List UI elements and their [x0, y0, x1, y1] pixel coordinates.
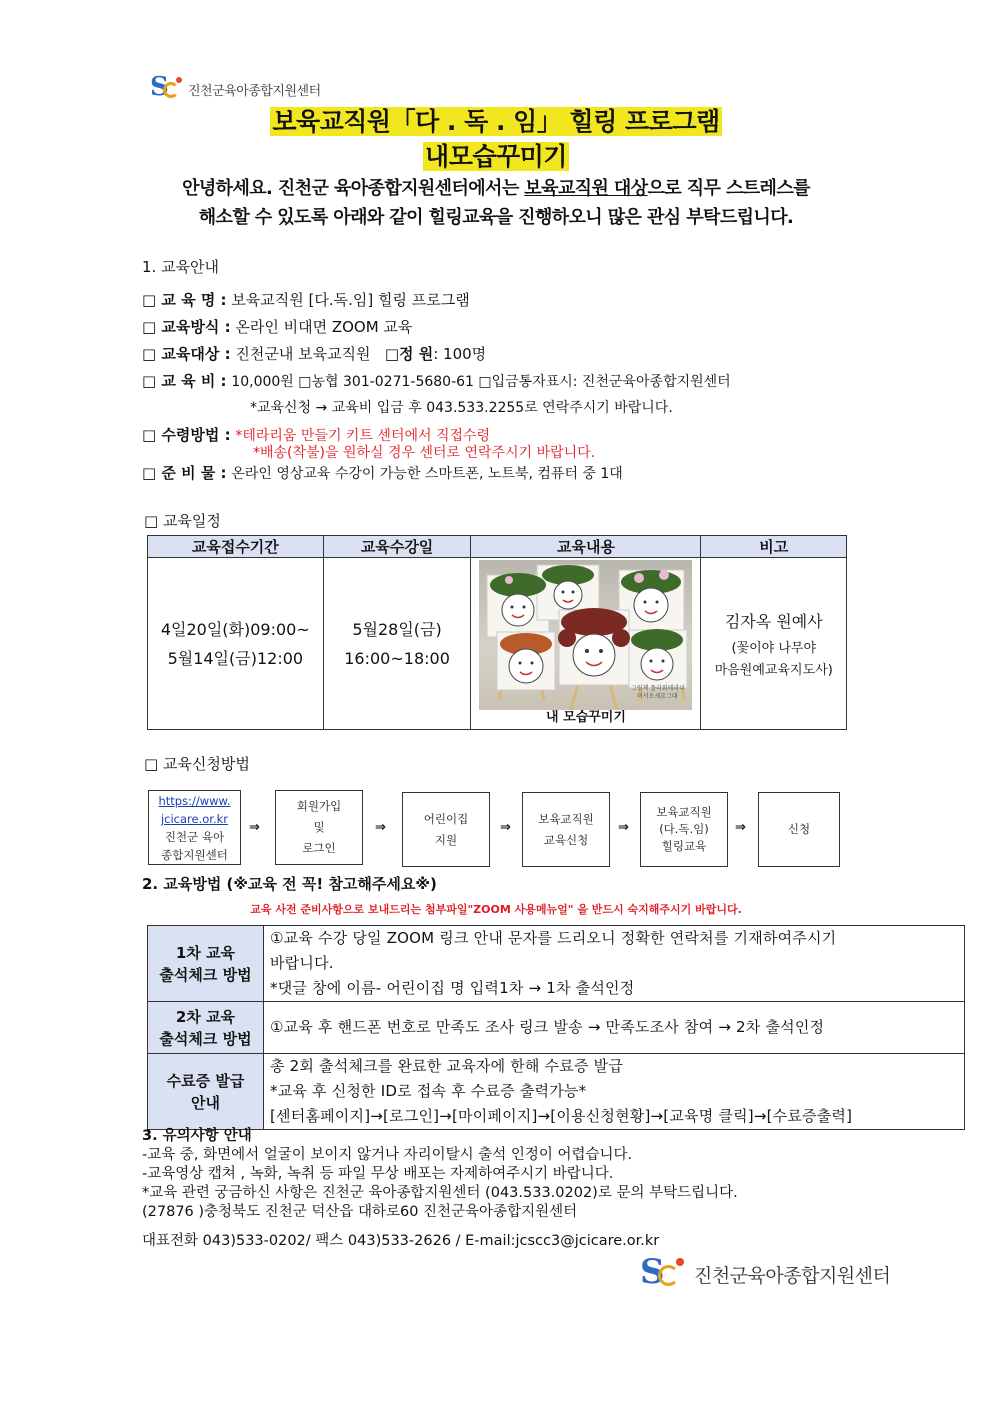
schedule-content-cell	[471, 558, 701, 730]
method-row-2-content: ①교육 후 핸드폰 번호로 만족도 조사 링크 발송 → 만족도조사 참여 → 2차 출석인정	[264, 1002, 965, 1054]
intro-paragraph	[90, 174, 902, 232]
flow-arrow-icon: ⇒	[375, 820, 386, 835]
section-1-heading: 1. 교육안내	[142, 258, 220, 276]
apply-step-daycare: 어린이집 지원	[402, 792, 490, 867]
intro-line-2: 해소할 수 있도록 아래와 같이 힐링교육을 진행하오니 많은 관심 부탁드립니다.	[198, 207, 794, 228]
schedule-heading: □ 교육일정	[144, 512, 221, 530]
flow-arrow-icon: ⇒	[735, 820, 746, 835]
zoom-notice: 교육 사전 준비사항으로 보내드리는 첨부파일"ZOOM 사용메뉴얼" 을 반드시 숙지해주시기 바랍니다.	[250, 903, 742, 916]
header-logo	[150, 72, 321, 102]
program-photo	[479, 560, 692, 710]
title-line-2-wrap	[0, 141, 992, 172]
intro-target-underline: 보육교직원 대상	[524, 178, 648, 199]
photo-text-1: 그림책 플라워테라피	[631, 685, 686, 692]
apply-step-login: 회원가입 및 로그인	[275, 790, 363, 865]
info-prep-row: □ 준 비 물 : 온라인 영상교육 수강이 가능한 스마트폰, 노트북, 컴퓨터 중 1대	[142, 464, 623, 482]
flow-arrow-icon: ⇒	[500, 820, 511, 835]
info-receive-note: *배송(착불)을 원하실 경우 센터로 연락주시기 바랍니다.	[253, 445, 596, 461]
schedule-header-note: 비고	[701, 536, 847, 558]
schedule-instructor-cell: 김자옥 원예사 (꽃이야 나무야 마음원예교육지도사)	[701, 558, 847, 730]
info-method-row: □ 교육방식 : 온라인 비대면 ZOOM 교육	[142, 318, 413, 336]
center-logo-icon: S	[150, 76, 186, 102]
photo-caption: 내 모습꾸미기	[546, 710, 626, 725]
contact-line: 대표전화 043)533-0202/ 팩스 043)533-2626 / E-mail:jcscc3@jcicare.or.kr	[142, 1233, 660, 1249]
method-table	[147, 925, 965, 1130]
info-receive-row: □ 수령방법 : *테라리움 만들기 키트 센터에서 직접수령	[142, 426, 491, 444]
title-line-1-wrap	[0, 106, 992, 137]
schedule-date-cell: 5월28일(금) 16:00~18:00	[323, 558, 471, 730]
section-2-heading: 2. 교육방법 (※교육 전 꼭! 참고해주세요※)	[142, 875, 437, 893]
apply-heading: □ 교육신청방법	[144, 755, 250, 773]
method-row-2-header: 2차 교육 출석체크 방법	[148, 1002, 264, 1054]
info-fee-note: *교육신청 → 교육비 입금 후 043.533.2255로 연락주시기 바랍니다.	[250, 400, 673, 416]
info-fee-row: □ 교 육 비 : 10,000원 □농협 301-0271-5680-61 □입금통자표시: 진천군육아종합지원센터	[142, 372, 731, 390]
intro-line-1: 안녕하세요. 진천군 육아종합지원센터에서는 보육교직원 대상으로 직무 스트레스를	[182, 178, 810, 199]
flow-arrow-icon: ⇒	[249, 820, 260, 835]
info-name-row: □ 교 육 명 : 보육교직원 [다.독.임] 힐링 프로그램	[142, 291, 470, 309]
caution-line-4: (27876 )충청북도 진천군 덕산읍 대하로60 진천군육아종합지원센터	[142, 1204, 578, 1220]
footer-logo-text: 진천군육아종합지원센터	[694, 1264, 891, 1287]
page-title: 보육교직원「다 . 독 . 임」 힐링 프로그램	[272, 107, 720, 136]
center-logo-icon: S	[640, 1258, 692, 1290]
apply-step-website[interactable]: https://www. jcicare.or.kr 진천군 육아 종합지원센터	[148, 790, 241, 865]
schedule-table	[147, 535, 847, 730]
schedule-period-cell: 4일20일(화)09:00~ 5월14일(금)12:00	[148, 558, 324, 730]
caution-line-3: *교육 관련 궁금하신 사항은 진천군 육아종합지원센터 (043.533.0202)로 문의 부탁드립니다.	[142, 1185, 738, 1201]
method-row-1-content: ①교육 수강 당일 ZOOM 링크 안내 문자를 드리오니 정확한 연락처를 기재하여주시기 바랍니다. *댓글 창에 이름- 어린이집 명 입력1차 → 1차 출석인정	[264, 926, 965, 1002]
photo-text-2: 머서오세요그대	[637, 693, 679, 700]
instructor-name: 김자옥 원예사	[724, 611, 823, 631]
page-subtitle: 내모습꾸미기	[425, 142, 567, 171]
header-logo-text: 진천군육아종합지원센터	[188, 83, 321, 99]
info-target-row: □ 교육대상 : 진천군내 보육교직원 □정 원: 100명	[142, 345, 487, 363]
method-row-3-header: 수료증 발급 안내	[148, 1054, 264, 1130]
apply-step-submit: 신청	[758, 792, 840, 867]
method-row-3-content: 총 2회 출석체크를 완료한 교육자에 한해 수료증 발급 *교육 후 신청한 ID로 접속 후 수료증 출력가능* [센터홈페이지]→[로그인]→[마이페이지]→[이용신청현황]→[교육명 클릭]→[수료증출력]	[264, 1054, 965, 1130]
caution-line-2: -교육영상 캡쳐 , 녹화, 녹취 등 파일 무상 배포는 자제하여주시기 바랍니다.	[142, 1166, 614, 1182]
flow-arrow-icon: ⇒	[618, 820, 629, 835]
schedule-header-period: 교육접수기간	[148, 536, 324, 558]
apply-step-teacher-edu: 보육교직원 교육신청	[522, 792, 610, 867]
schedule-header-content: 교육내용	[471, 536, 701, 558]
schedule-header-date: 교육수강일	[323, 536, 471, 558]
section-3-heading: 3. 유의사항 안내	[142, 1128, 252, 1144]
footer-logo	[640, 1252, 891, 1292]
method-row-1-header: 1차 교육 출석체크 방법	[148, 926, 264, 1002]
caution-line-1: -교육 중, 화면에서 얼굴이 보이지 않거나 자리이탈시 출석 인정이 어렵습니다.	[142, 1147, 633, 1163]
website-link[interactable]: https://www.	[158, 793, 231, 808]
apply-step-healing: 보육교직원 (다.독.임) 힐링교육	[640, 792, 728, 867]
